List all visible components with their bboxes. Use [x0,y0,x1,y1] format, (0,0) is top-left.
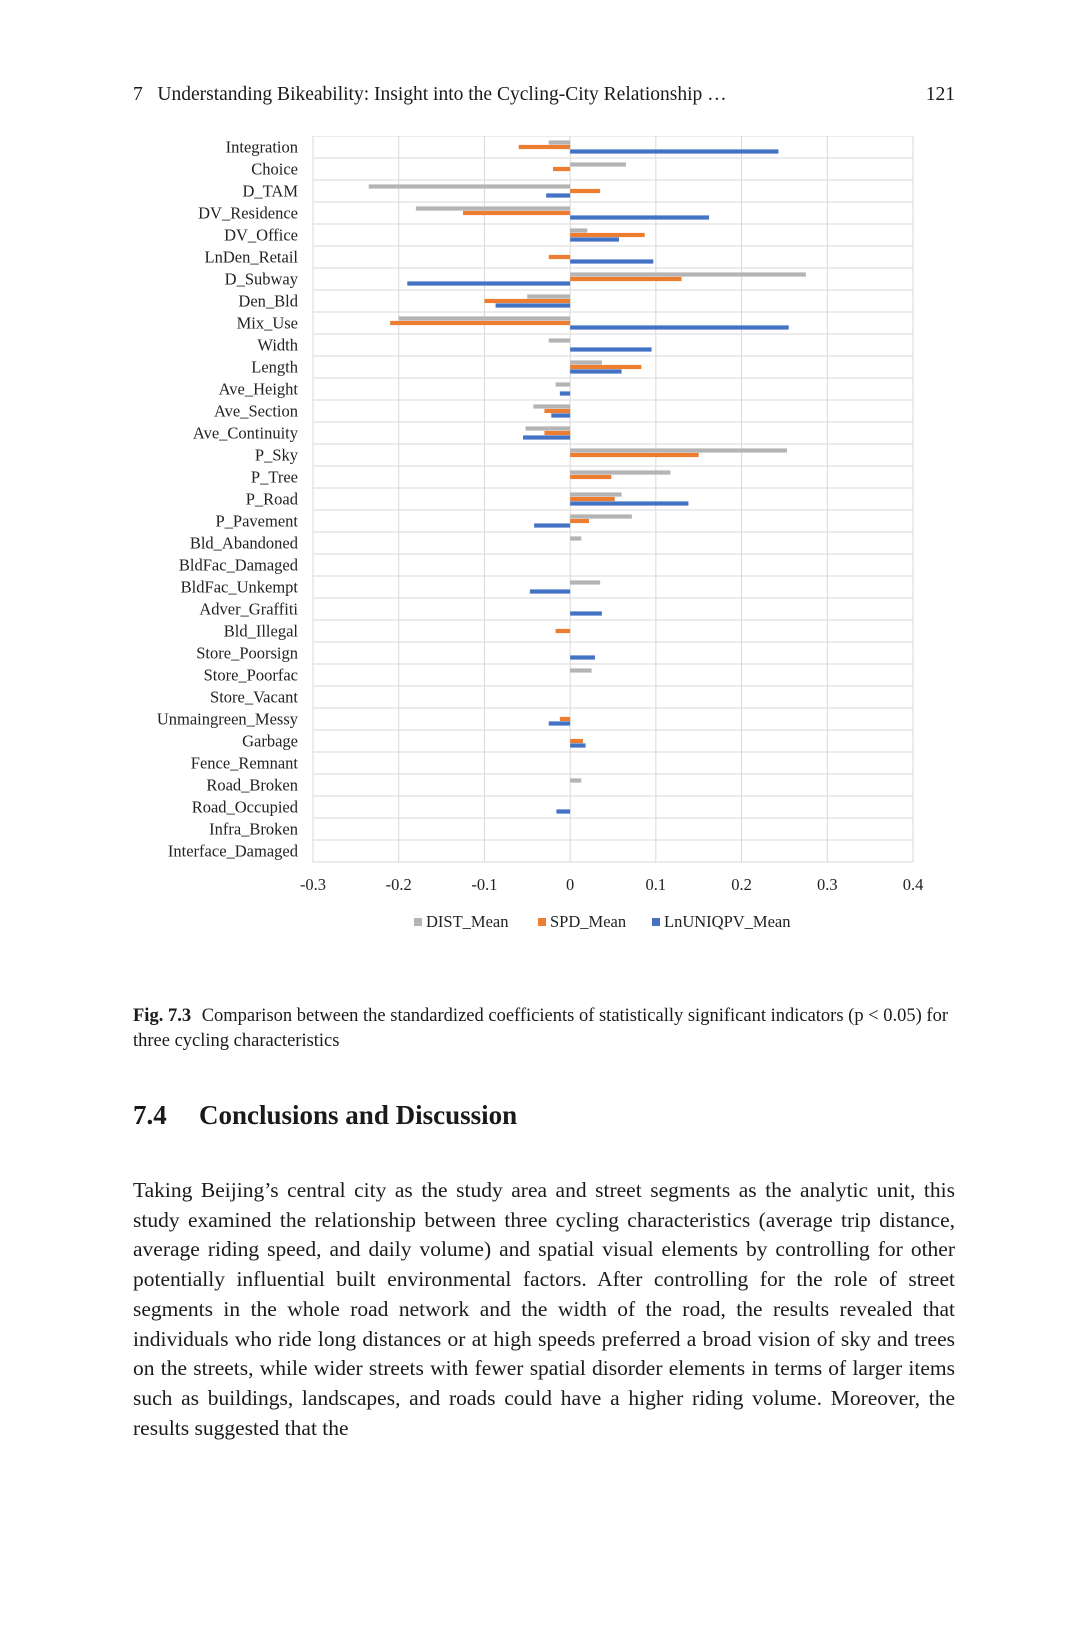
bar-lnuniqpv-mean [560,391,570,395]
bar-spd-mean [570,497,615,501]
bar-spd-mean [570,739,583,743]
category-label: BldFac_Unkempt [180,577,298,597]
legend-swatch-spd-mean [538,918,546,926]
bar-dist-mean [570,668,591,672]
bar-lnuniqpv-mean [570,611,602,615]
bar-lnuniqpv-mean [570,369,621,373]
running-head [133,84,955,112]
category-label: BldFac_Damaged [178,555,298,575]
bar-dist-mean [549,140,570,144]
bar-lnuniqpv-mean [534,523,570,527]
bar-spd-mean [556,629,571,633]
bar-spd-mean [570,233,645,237]
figure-label: Fig. 7.3 [133,1006,192,1026]
bar-dist-mean [570,470,670,474]
legend-label: SPD_Mean [550,912,627,931]
bar-spd-mean [570,519,589,523]
bar-dist-mean [570,778,581,782]
bar-dist-mean [399,316,570,320]
bar-dist-mean [570,514,632,518]
bar-lnuniqpv-mean [407,281,570,285]
legend-label: DIST_Mean [426,912,509,931]
category-label: P_Tree [250,467,298,487]
category-label: Store_Vacant [210,687,298,707]
body-paragraph: Taking Beijing’s central city as the study area and street segments as the analytic unit, this study examined the relationship between three cycling characteristics (average trip distance, average riding speed, and daily volume) and spatial visual elements by controlling for other potentially influential built environmental factors. After controlling for the role of street segments in the whole road network and the width of the road, the results revealed that individuals who ride long distances or at high speeds preferred a broad vision of sky and trees on the streets, while wider streets with fewer spatial disorder elements in terms of larger items such as buildings, landscapes, and roads could have a higher riding volume. Moreover, the results suggested that the [133,1178,955,1440]
bar-lnuniqpv-mean [546,193,570,197]
bar-lnuniqpv-mean [570,655,595,659]
category-label: Interface_Damaged [167,841,298,861]
bar-dist-mean [570,360,602,364]
chapter-title: Understanding Bikeability: Insight into the Cycling-City Relationship … [157,84,727,105]
running-head-left [133,84,727,106]
category-label: Fence_Remnant [190,753,298,773]
category-label: Bld_Abandoned [189,533,298,553]
category-label: Ave_Height [218,379,298,399]
category-label: P_Road [245,489,298,509]
category-label: Integration [225,137,298,157]
x-tick-label: 0.4 [902,875,924,894]
category-label: Ave_Continuity [192,423,298,443]
bar-dist-mean [570,580,600,584]
bar-dist-mean [556,382,571,386]
bar-spd-mean [519,145,570,149]
category-label: Road_Broken [206,775,298,795]
legend-swatch-dist-mean [414,918,422,926]
bar-dist-mean [533,404,570,408]
category-label: Mix_Use [236,313,298,333]
x-tick-label: -0.2 [385,875,412,894]
section-heading [133,1100,955,1131]
bar-spd-mean [553,167,570,171]
chapter-number: 7 [133,84,143,105]
chart-legend [414,912,790,931]
bar-lnuniqpv-mean [496,303,571,307]
bar-spd-mean [544,431,570,435]
bar-spd-mean [544,409,570,413]
category-label: Garbage [242,731,298,751]
bar-lnuniqpv-mean [570,237,619,241]
figure-caption [133,1004,955,1054]
category-label: Store_Poorsign [196,643,298,663]
x-tick-label: 0.1 [645,875,667,894]
x-tick-label: 0 [566,875,575,894]
section-number: 7.4 [133,1100,167,1130]
bar-dist-mean [526,426,571,430]
bar-spd-mean [570,365,641,369]
category-label: Adver_Graffiti [199,599,298,619]
category-label: P_Pavement [215,511,298,531]
bar-lnuniqpv-mean [570,347,651,351]
bar-spd-mean [463,211,570,215]
category-labels [157,138,299,861]
category-label: Choice [251,159,298,179]
category-label: DV_Residence [198,203,298,223]
bar-dist-mean [570,448,787,452]
x-tick-label: -0.3 [299,875,327,894]
x-tick-label: 0.2 [731,875,752,894]
bar-lnuniqpv-mean [570,501,688,505]
bar-spd-mean [390,321,570,325]
bar-lnuniqpv-mean [570,215,709,219]
bar-lnuniqpv-mean [549,721,570,725]
category-label: Road_Occupied [191,797,298,817]
category-label: Ave_Section [213,401,298,421]
x-tick-label: -0.1 [471,875,498,894]
bar-lnuniqpv-mean [551,413,570,417]
category-label: LnDen_Retail [204,247,298,267]
category-label: P_Sky [254,445,298,465]
bar-spd-mean [560,717,570,721]
category-label: DV_Office [224,225,298,245]
bar-spd-mean [570,189,600,193]
bar-dist-mean [369,184,570,188]
x-tick-labels [300,875,923,894]
bar-spd-mean [570,453,699,457]
section-title: Conclusions and Discussion [199,1100,518,1130]
category-label: D_TAM [242,181,298,201]
category-label: D_Subway [224,269,298,289]
bar-lnuniqpv-mean [570,325,789,329]
bar-spd-mean [484,299,570,303]
bar-lnuniqpv-mean [556,809,570,813]
category-label: Width [257,335,298,355]
bar-dist-mean [570,492,621,496]
category-label: Unmaingreen_Messy [156,709,298,729]
category-label: Bld_Illegal [223,621,298,641]
bar-dist-mean [570,162,626,166]
bar-dist-mean [570,536,581,540]
bar-lnuniqpv-mean [530,589,570,593]
bar-dist-mean [570,228,587,232]
category-label: Length [251,357,298,377]
figure-caption-text: Comparison between the standardized coefficients of statistically significant indicators (p < 0.05) for three cycling characteristics [133,1006,948,1051]
bar-lnuniqpv-mean [570,743,585,747]
bar-dist-mean [570,272,806,276]
bar-lnuniqpv-mean [523,435,570,439]
bar-dist-mean [416,206,570,210]
bar-lnuniqpv-mean [570,149,778,153]
bar-dist-mean [549,338,570,342]
legend-label: LnUNIQPV_Mean [664,912,791,931]
bar-spd-mean [549,255,570,259]
category-label: Den_Bld [238,291,298,311]
bar-lnuniqpv-mean [570,259,653,263]
page-number: 121 [925,84,955,105]
bar-spd-mean [570,277,681,281]
bar-spd-mean [570,475,611,479]
bar-chart [133,136,963,976]
x-tick-label: 0.3 [816,875,838,894]
bar-dist-mean [527,294,570,298]
category-label: Store_Poorfac [203,665,298,685]
category-label: Infra_Broken [209,819,298,839]
legend-swatch-lnuniqpv-mean [652,918,660,926]
